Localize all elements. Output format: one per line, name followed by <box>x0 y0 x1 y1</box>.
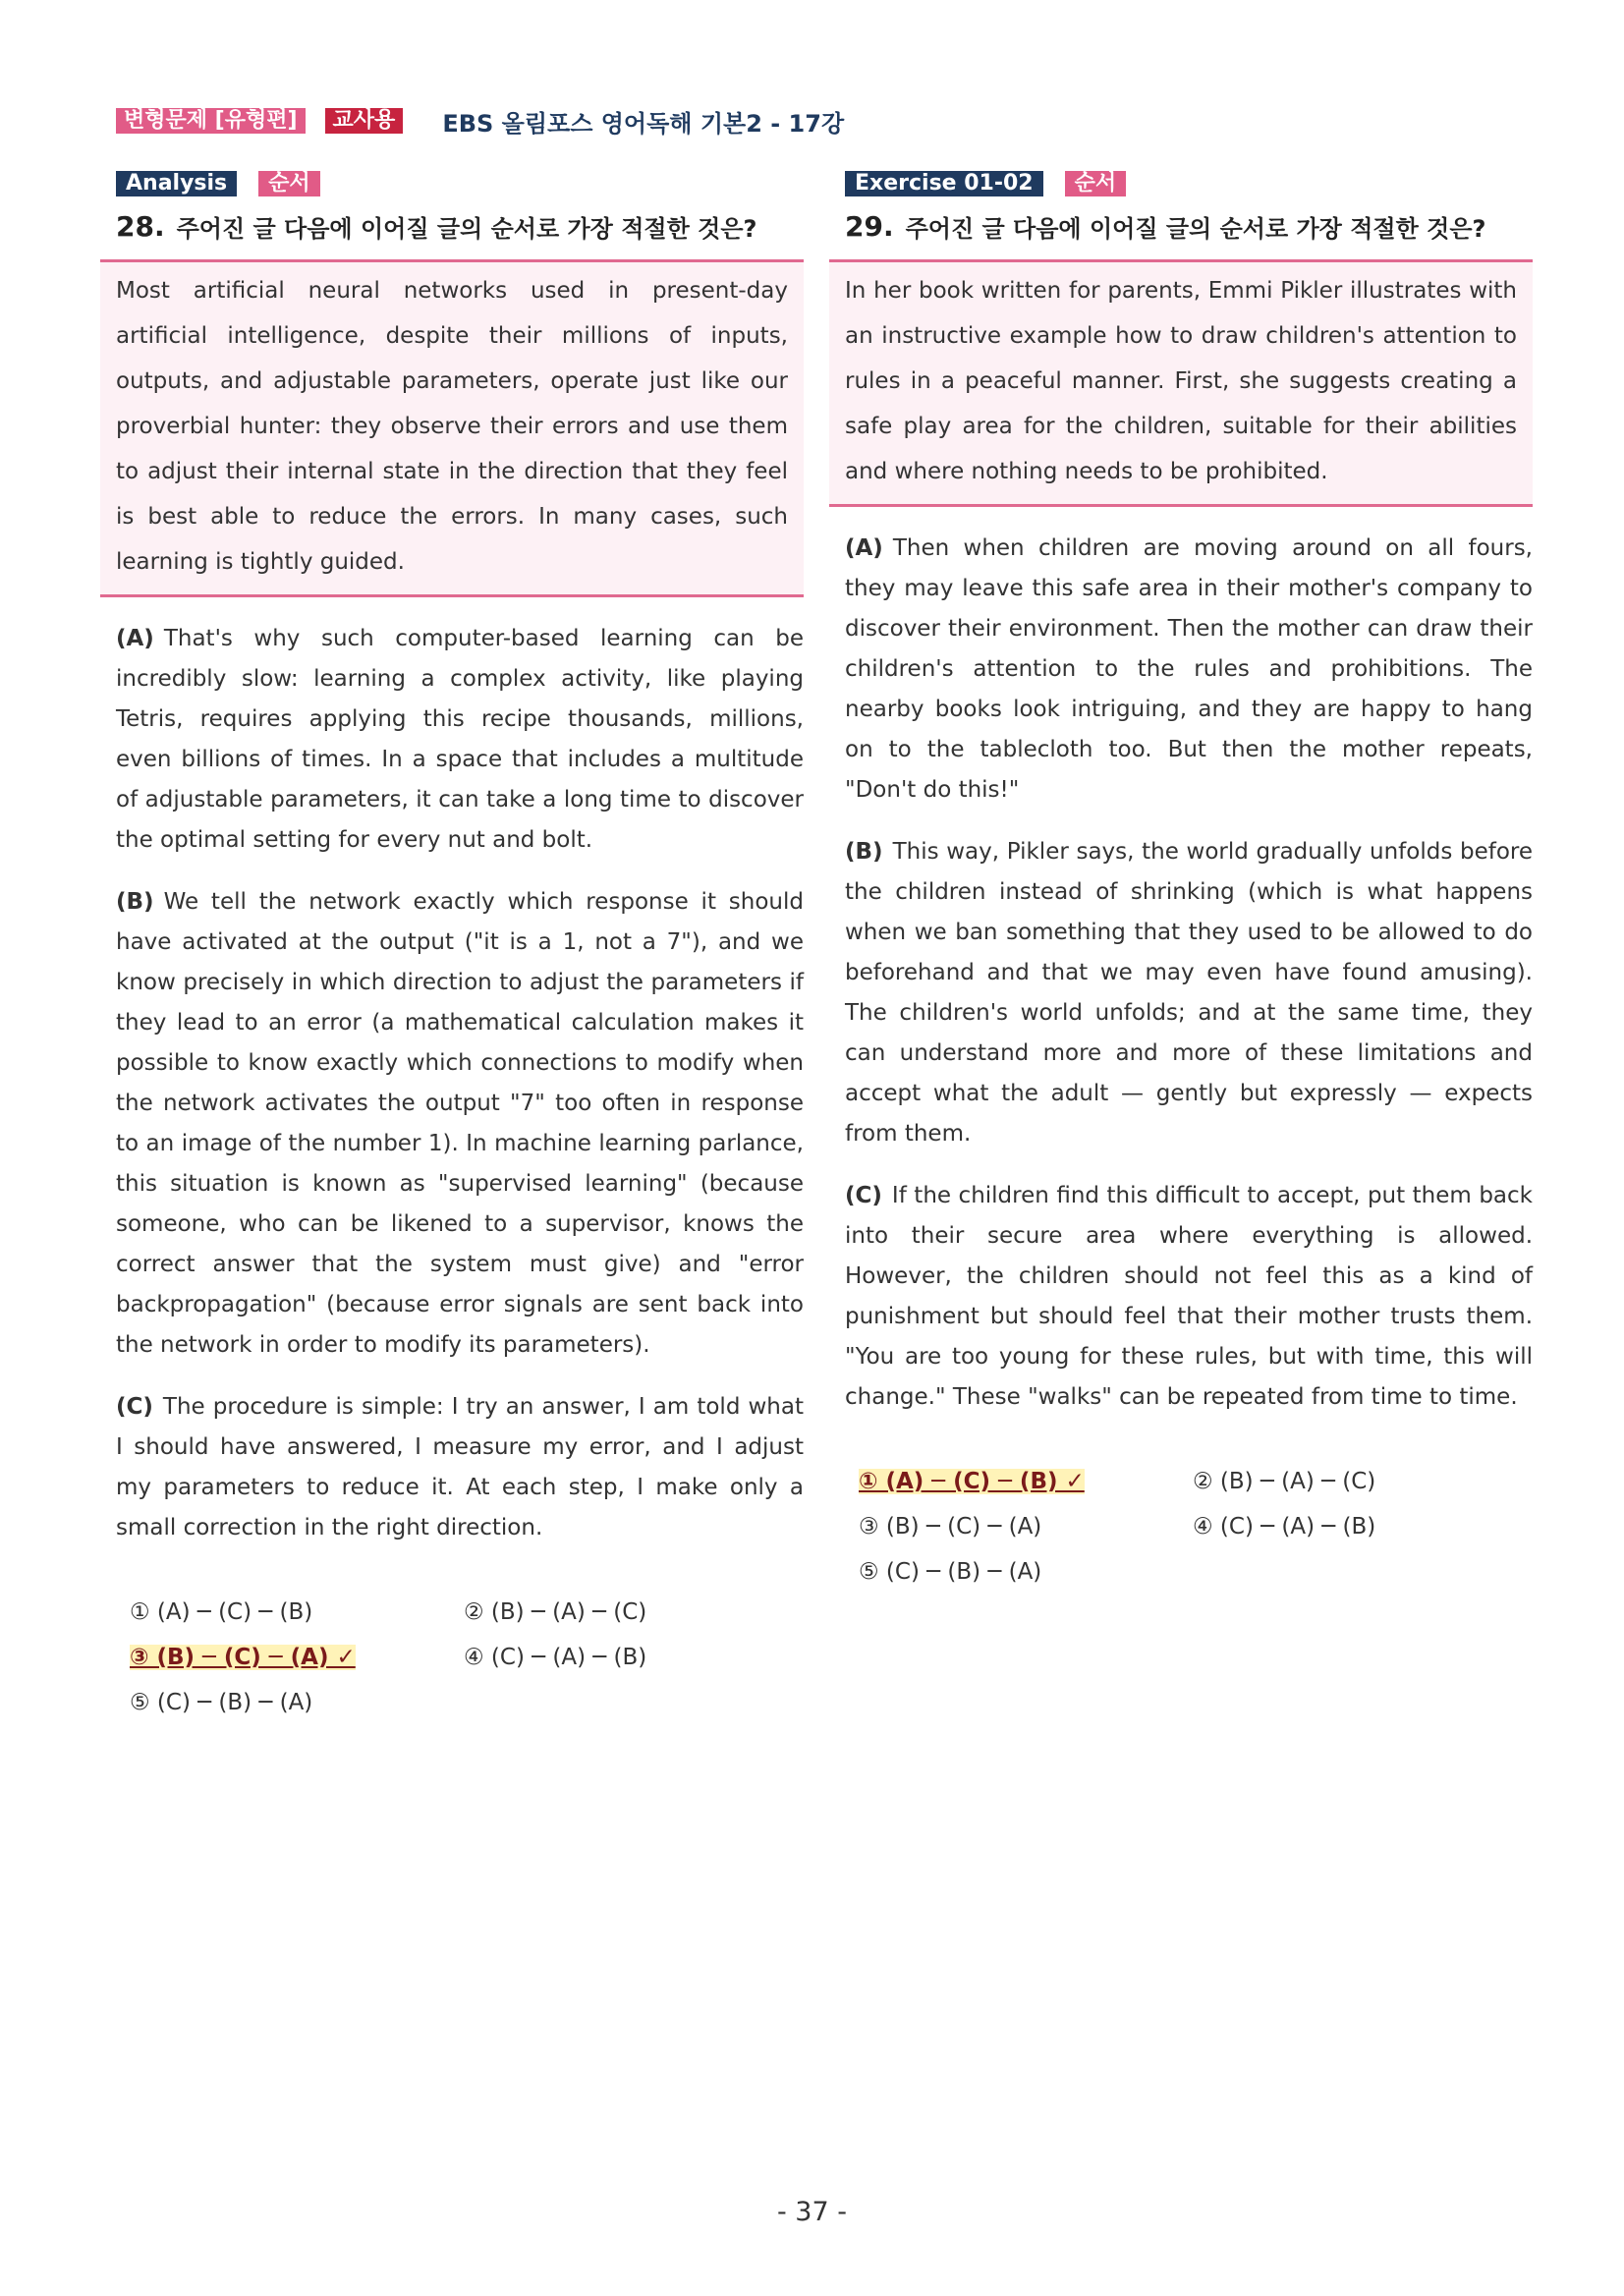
choice-2[interactable]: ② (B) ─ (A) ─ (C) <box>1193 1469 1376 1494</box>
question-title <box>116 208 804 244</box>
question-text: 주어진 글 다음에 이어질 글의 순서로 가장 적절한 것은? <box>176 214 757 243</box>
question-text: 주어진 글 다음에 이어질 글의 순서로 가장 적절한 것은? <box>905 214 1486 243</box>
choice-3[interactable]: ③ (B) ─ (C) ─ (A) <box>859 1514 1042 1540</box>
paragraph-b <box>116 882 804 1366</box>
question-number: 28. <box>116 209 165 243</box>
choice-5[interactable]: ⑤ (C) ─ (B) ─ (A) <box>859 1559 1042 1585</box>
question-labels <box>116 169 804 198</box>
paragraph-a <box>116 619 804 861</box>
answer-choices <box>130 1590 804 1725</box>
teacher-tag: 교사용 <box>325 108 404 134</box>
header-title: EBS 올림포스 영어독해 기본2 - 17강 <box>442 109 845 138</box>
answer-choices <box>859 1459 1533 1595</box>
paragraph-text: If the children find this difficult to accept, put them back into their secure area where everything is allowed. However, the children should not feel this as a kind of punishment but should feel that their mother trusts them. "You are too young for these rules, but with time, this will change." These "walks" can be repeated from time to time. <box>845 1183 1533 1410</box>
paragraph-label: (A) <box>116 626 154 651</box>
given-passage: In her book written for parents, Emmi Pikler illustrates with an instructive example how to draw children's attention to rules in a peaceful manner. First, she suggests creating a safe play area for the children, suitable for their abilities and where nothing needs to be prohibited. <box>829 259 1533 507</box>
choice-4[interactable]: ④ (C) ─ (A) ─ (B) <box>464 1645 647 1670</box>
paragraph-a <box>845 529 1533 811</box>
page-number: - 37 - <box>776 2197 847 2227</box>
paragraph-c <box>845 1176 1533 1418</box>
paragraph-label: (A) <box>845 535 883 561</box>
paragraph-text: Then when children are moving around on all fours, they may leave this safe area in their mother's company to discover their environment. Then the mother can draw their children's attention to the rules and prohibitions. The nearby books look intriguing, and they are happy to hang on to the tablecloth too. But then the mother repeats, "Don't do this!" <box>845 535 1533 803</box>
paragraph-text: This way, Pikler says, the world gradually unfolds before the children instead of shrinking (which is what happens when we ban something that they used to be allowed to do beforehand and that we may even have found amusing). The children's world unfolds; and at the same time, they can understand more and more of these limitations and accept what the adult — gently but expressly — expects from them. <box>845 839 1533 1147</box>
question-type-tag: 순서 <box>1065 171 1127 196</box>
paragraph-text: That's why such computer-based learning can be incredibly slow: learning a complex activity, like playing Tetris, requires applying this recipe thousands, millions, even billions of times. In a space that includes a multitude of adjustable parameters, it can take a long time to discover the optimal setting for every nut and bolt. <box>116 626 804 853</box>
choice-2[interactable]: ② (B) ─ (A) ─ (C) <box>464 1599 647 1625</box>
paragraph-label: (B) <box>116 889 154 915</box>
paragraph-c <box>116 1387 804 1548</box>
question-labels <box>845 169 1533 198</box>
choice-3-correct[interactable]: ③ (B) ─ (C) ─ (A) ✓ <box>130 1645 356 1670</box>
paragraph-label: (C) <box>845 1183 882 1208</box>
question-title <box>845 208 1533 244</box>
exercise-label: Exercise 01-02 <box>845 171 1043 196</box>
paragraph-label: (B) <box>845 839 883 865</box>
choice-5[interactable]: ⑤ (C) ─ (B) ─ (A) <box>130 1690 313 1715</box>
question-29-column <box>845 169 1533 1595</box>
paragraph-text: We tell the network exactly which response it should have activated at the output ("it is a 1, not a 7"), and we know precisely in which direction to adjust the parameters if they lead to an error (a mathematical calculation makes it possible to know exactly which connections to modify when the network activates the output "7" too often in response to an image of the number 1). In machine learning parlance, this situation is known as "supervised learning" (because someone, who can be likened to a supervisor, knows the correct answer that the system must give) and "error backpropagation" (because error signals are sent back into the network in order to modify its parameters). <box>116 889 804 1358</box>
given-passage: Most artificial neural networks used in present-day artificial intelligence, despite their millions of inputs, outputs, and adjustable parameters, operate just like our proverbial hunter: they observe their errors and use them to adjust their internal state in the direction that they feel is best able to reduce the errors. In many cases, such learning is tightly guided. <box>100 259 804 597</box>
category-tag: 변형문제 [유형편] <box>116 108 306 134</box>
paragraph-label: (C) <box>116 1394 153 1420</box>
question-type-tag: 순서 <box>258 171 320 196</box>
question-28-column <box>116 169 804 1725</box>
choice-1-correct[interactable]: ① (A) ─ (C) ─ (B) ✓ <box>859 1469 1085 1494</box>
analysis-label: Analysis <box>116 171 237 196</box>
paragraph-b <box>845 832 1533 1154</box>
question-number: 29. <box>845 209 894 243</box>
paragraph-text: The procedure is simple: I try an answer, I am told what I should have answered, I measure my error, and I adjust my parameters to reduce it. At each step, I make only a small correction in the right direction. <box>116 1394 804 1540</box>
choice-1[interactable]: ① (A) ─ (C) ─ (B) <box>130 1599 313 1625</box>
page-header <box>116 104 844 138</box>
choice-4[interactable]: ④ (C) ─ (A) ─ (B) <box>1193 1514 1376 1540</box>
